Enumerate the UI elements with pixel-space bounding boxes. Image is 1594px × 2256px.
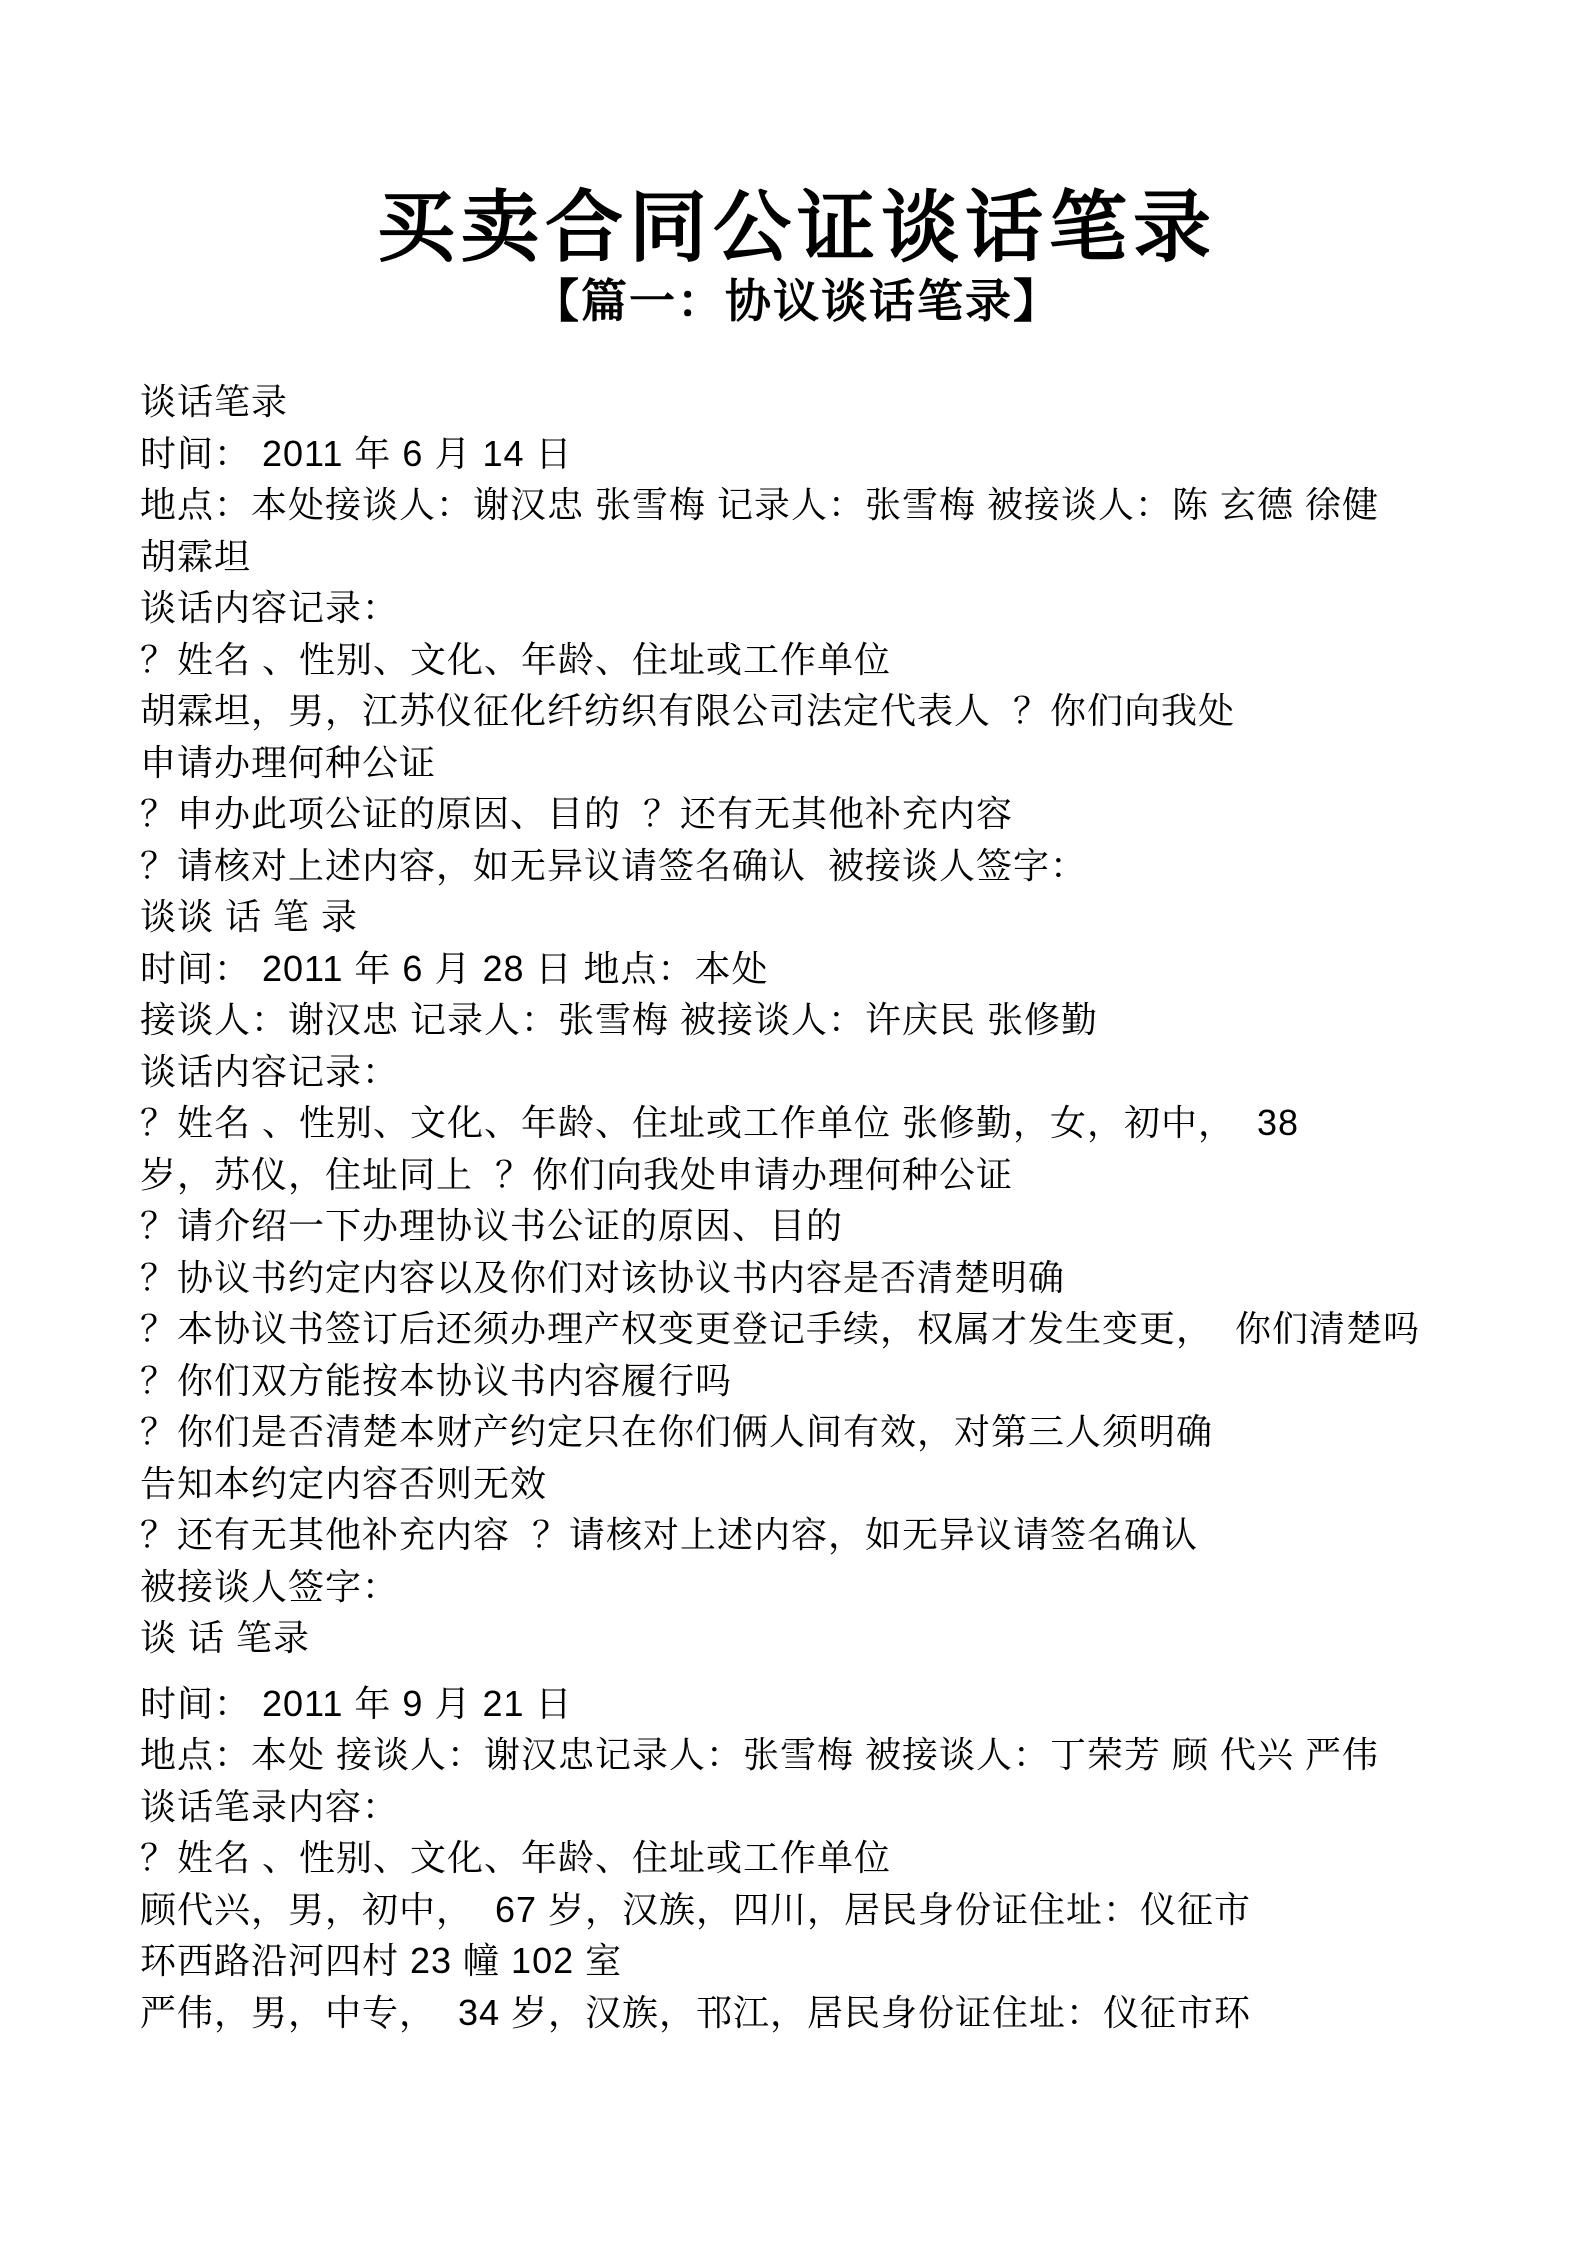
text-line: 时间： 2011 年 6 月 14 日 <box>140 432 573 474</box>
text-line: 谈 话 笔录 <box>140 1617 311 1658</box>
document-body <box>0 376 1594 2038</box>
document-title: 买卖合同公证谈话笔录 <box>376 183 1217 271</box>
text-line: 谈话笔录 <box>140 381 289 422</box>
text-line: 胡霖坦 <box>140 535 252 577</box>
document-subtitle: 【篇一：协议谈话笔录】 <box>533 275 1061 327</box>
text-line: ？请介绍一下办理协议书公证的原因、目的 <box>140 1205 844 1246</box>
text-line: 地点：本处接谈人：谢汉忠 张雪梅 记录人：张雪梅 被接谈人：陈 玄德 徐健 <box>140 484 1380 525</box>
text-line: 申请办理何种公证 <box>140 741 437 783</box>
text-line: 谈话内容记录： <box>140 1050 400 1092</box>
text-line: ？申办此项公证的原因、目的 ？还有无其他补充内容 <box>140 793 1014 834</box>
text-line: ？协议书约定内容以及你们对该协议书内容是否清楚明确 <box>140 1256 1066 1298</box>
text-line: ？姓名 、性别、文化、年龄、住址或工作单位 <box>140 1837 892 1878</box>
text-line: ？还有无其他补充内容 ？请核对上述内容，如无异议请签名确认 <box>140 1514 1199 1555</box>
text-line: 地点：本处 接谈人：谢汉忠记录人：张雪梅 被接谈人：丁荣芳 顾 代兴 严伟 <box>140 1734 1380 1775</box>
text-line: 接谈人：谢汉忠 记录人：张雪梅 被接谈人：许庆民 张修勤 <box>140 999 1099 1040</box>
text-line: 岁，苏仪，住址同上 ？你们向我处申请办理何种公证 <box>140 1153 1014 1195</box>
text-line: 时间： 2011 年 6 月 28 日 地点：本处 <box>140 947 769 989</box>
text-line: 告知本约定内容否则无效 <box>140 1462 548 1504</box>
text-line: 谈话笔录内容： <box>140 1785 400 1827</box>
text-line: ？姓名 、性别、文化、年龄、住址或工作单位 张修勤，女，初中， 38 <box>140 1102 1300 1143</box>
text-line: ？请核对上述内容，如无异议请签名确认 被接谈人签字： <box>140 844 1088 886</box>
text-line: 谈话内容记录： <box>140 587 400 628</box>
text-line: ？姓名 、性别、文化、年龄、住址或工作单位 <box>140 638 892 680</box>
text-line: 时间： 2011 年 9 月 21 日 <box>140 1682 573 1724</box>
text-line: 谈谈 话 笔 录 <box>140 896 359 937</box>
text-line: 被接谈人签字： <box>140 1565 400 1607</box>
text-line: 胡霖坦，男，江苏仪征化纤纺织有限公司法定代表人 ？你们向我处 <box>140 690 1236 731</box>
text-line: 严伟，男，中专， 34 岁，汉族，邗江，居民身份证住址：仪征市环 <box>140 1991 1252 2033</box>
text-line: ？你们双方能按本协议书内容履行吗 <box>140 1359 733 1401</box>
text-line: ？本协议书签订后还须办理产权变更登记手续，权属才发生变更， 你们清楚吗 <box>140 1308 1421 1349</box>
text-line: 环西路沿河四村 23 幢 102 室 <box>140 1940 623 1981</box>
text-line: ？你们是否清楚本财产约定只在你们俩人间有效，对第三人须明确 <box>140 1411 1214 1452</box>
text-line: 顾代兴，男，初中， 67 岁，汉族，四川，居民身份证住址：仪征市 <box>140 1888 1252 1930</box>
